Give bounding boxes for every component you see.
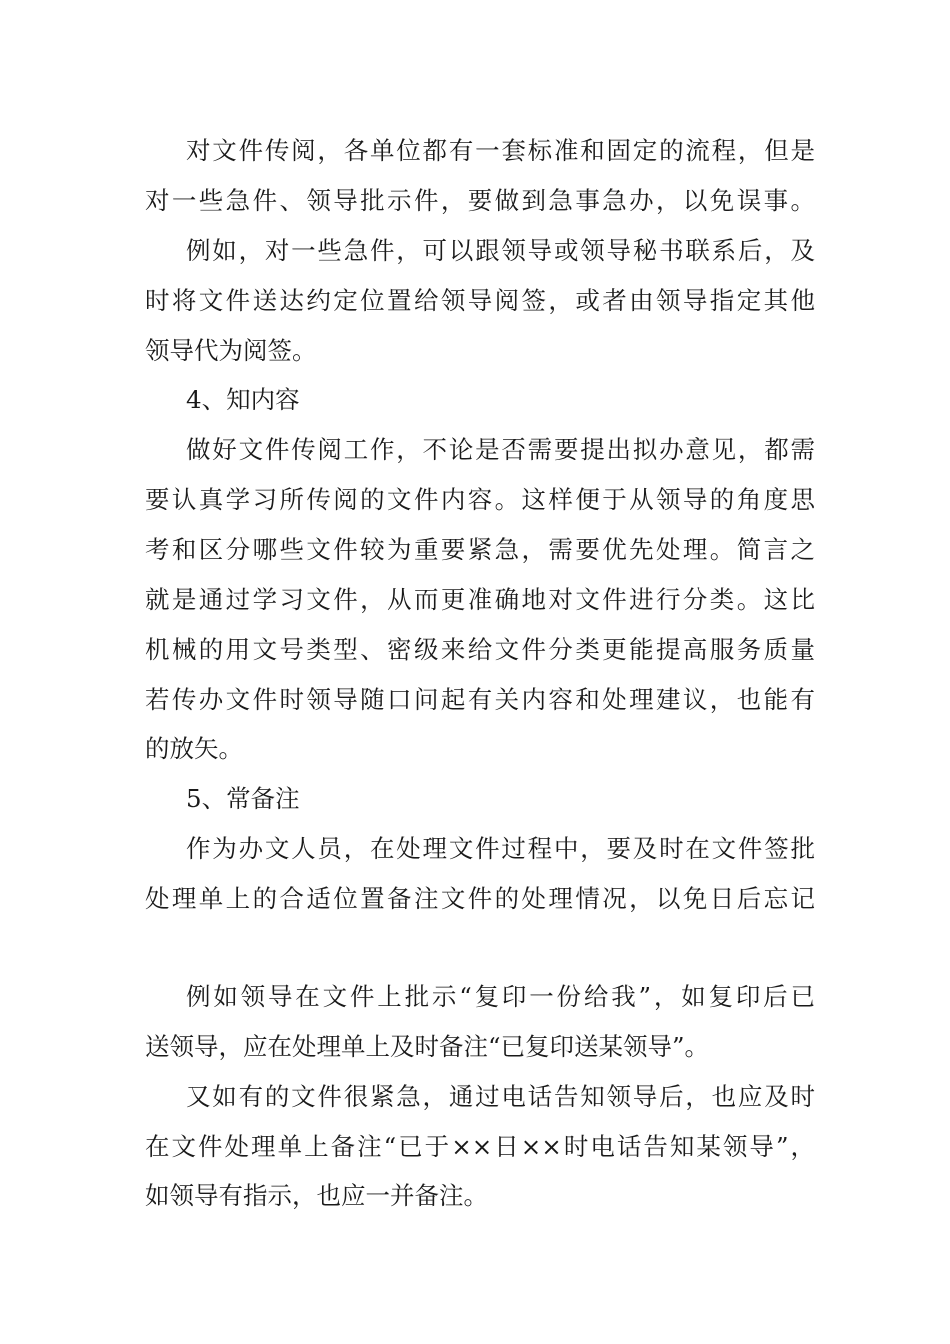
paragraph-line: 考和区分哪些文件较为重要紧急，需要优先处理。简言之: [145, 535, 815, 564]
paragraph-line: 就是通过学习文件，从而更准确地对文件进行分类。这比: [145, 585, 815, 614]
paragraph-line: 领导代为阅签。: [145, 336, 317, 365]
paragraph-line: 作为办文人员，在处理文件过程中，要及时在文件签批: [186, 834, 815, 863]
paragraph-line: 例如，对一些急件，可以跟领导或领导秘书联系后，及: [186, 236, 815, 265]
paragraph-line: 例如领导在文件上批示“复印一份给我”，如复印后已: [186, 982, 815, 1011]
paragraph-line: 又如有的文件很紧急，通过电话告知领导后，也应及时: [186, 1082, 815, 1111]
paragraph-line: 如领导有指示，也应一并备注。: [145, 1181, 488, 1210]
paragraph-line: 时将文件送达约定位置给领导阅签，或者由领导指定其他: [145, 286, 815, 315]
paragraph-line: 处理单上的合适位置备注文件的处理情况，以免日后忘记: [145, 884, 815, 913]
paragraph-line: 对一些急件、领导批示件，要做到急事急办，以免误事。: [145, 186, 815, 215]
section-heading: 5、常备注: [186, 784, 300, 813]
section-heading: 4、知内容: [186, 385, 300, 414]
paragraph-line: 要认真学习所传阅的文件内容。这样便于从领导的角度思: [145, 485, 815, 514]
paragraph-line: 做好文件传阅工作，不论是否需要提出拟办意见，都需: [186, 435, 815, 464]
paragraph-line: 的放矢。: [145, 734, 243, 763]
paragraph-line: 对文件传阅，各单位都有一套标准和固定的流程，但是: [186, 136, 815, 165]
paragraph-line: 若传办文件时领导随口问起有关内容和处理建议，也能有: [145, 685, 815, 714]
paragraph-line: 送领导，应在处理单上及时备注“已复印送某领导”。: [145, 1032, 710, 1061]
paragraph-line: 在文件处理单上备注“已于××日××时电话告知某领导”，: [145, 1132, 815, 1161]
paragraph-line: 机械的用文号类型、密级来给文件分类更能提高服务质量: [145, 635, 815, 664]
